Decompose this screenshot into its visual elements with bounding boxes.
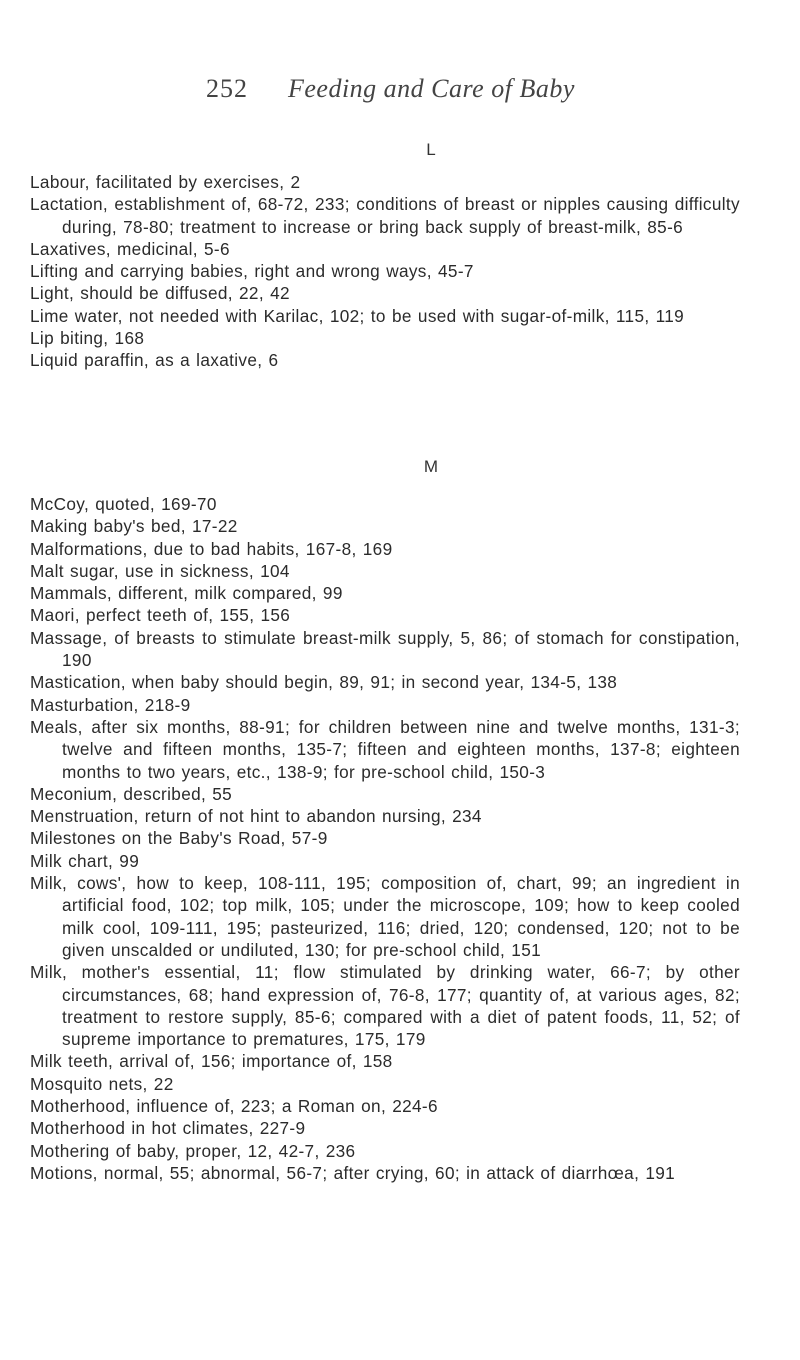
index-entry: Labour, facilitated by exercises, 2 [30, 172, 301, 192]
index-entry: Laxatives, medicinal, 5-6 [30, 238, 230, 259]
index-list-l [30, 171, 740, 372]
index-entry: Milk teeth, arrival of, 156; importance of, 158 [30, 1051, 393, 1072]
section-letter-m: M [423, 457, 439, 476]
page-header [0, 74, 800, 114]
index-entry: Motions, normal, 55; abnormal, 56-7; after crying, 60; in attack of diarrhœa, 191 [30, 1162, 676, 1183]
index-entry: Mosquito nets, 22 [30, 1073, 174, 1094]
index-entry: McCoy, quoted, 169-70 [30, 494, 217, 514]
index-list-m [30, 493, 740, 1184]
index-entry: Meals, after six months, 88-91; for children between nine and twelve months, 131-3; twelve and fifteen months, 135-7; fifteen and eighteen months, 137-8; eighteen months to two years, etc., 138-9; for pre-school child, 150-3 [30, 716, 740, 782]
index-entry: Light, should be diffused, 22, 42 [30, 283, 290, 304]
index-entry: Milk chart, 99 [30, 850, 140, 871]
index-entry: Motherhood in hot climates, 227-9 [30, 1118, 306, 1139]
index-entry: Malformations, due to bad habits, 167-8, 169 [30, 538, 393, 559]
index-entry: Making baby's bed, 17-22 [30, 516, 238, 537]
index-entry: Milestones on the Baby's Road, 57-9 [30, 828, 328, 849]
index-entry: Massage, of breasts to stimulate breast-milk supply, 5, 86; of stomach for constipation, 190 [30, 627, 740, 671]
index-entry: Lip biting, 168 [30, 328, 145, 349]
index-entry: Lime water, not needed with Karilac, 102; to be used with sugar-of-milk, 115, 119 [30, 305, 685, 326]
index-entry: Liquid paraffin, as a laxative, 6 [30, 350, 279, 371]
index-entry: Mothering of baby, proper, 12, 42-7, 236 [30, 1140, 356, 1161]
index-entry: Motherhood, influence of, 223; a Roman on, 224-6 [30, 1096, 438, 1117]
index-entry: Mastication, when baby should begin, 89, 91; in second year, 134-5, 138 [30, 672, 618, 693]
index-entry: Milk, mother's essential, 11; flow stimulated by drinking water, 66-7; by other circumstances, 68; hand expression of, 76-8, 177; quantity of, at various ages, 82; treatment to restore supply, 85-6; compared with a diet of patent foods, 11, 52; of supreme importance to prematures, 175, 179 [30, 962, 740, 1050]
index-entry: Malt sugar, use in sickness, 104 [30, 560, 290, 581]
index-entry: Milk, cows', how to keep, 108-111, 195; composition of, chart, 99; an ingredient in artificial food, 102; top milk, 105; under the microscope, 109; how to keep cooled milk cool, 109-111, 195; pasteurized, 116; dried, 120; condensed, 120; not to be given unscalded or undiluted, 130; for pre-school child, 151 [30, 873, 740, 960]
running-title: Feeding and Care of Baby [288, 74, 575, 103]
section-letter-l: L [426, 140, 436, 159]
index-entry: Menstruation, return of not hint to abandon nursing, 234 [30, 806, 482, 827]
index-entry: Masturbation, 218-9 [30, 694, 191, 715]
index-entry: Lactation, establishment of, 68-72, 233; conditions of breast or nipples causing difficulty during, 78-80; treatment to increase or bring back supply of breast-milk, 85-6 [30, 194, 740, 237]
index-entry: Lifting and carrying babies, right and wrong ways, 45-7 [30, 261, 474, 282]
index-entry: Meconium, described, 55 [30, 783, 233, 804]
index-entry: Maori, perfect teeth of, 155, 156 [30, 605, 291, 626]
page-number: 252 [206, 74, 248, 103]
index-entry: Mammals, different, milk compared, 99 [30, 583, 343, 604]
